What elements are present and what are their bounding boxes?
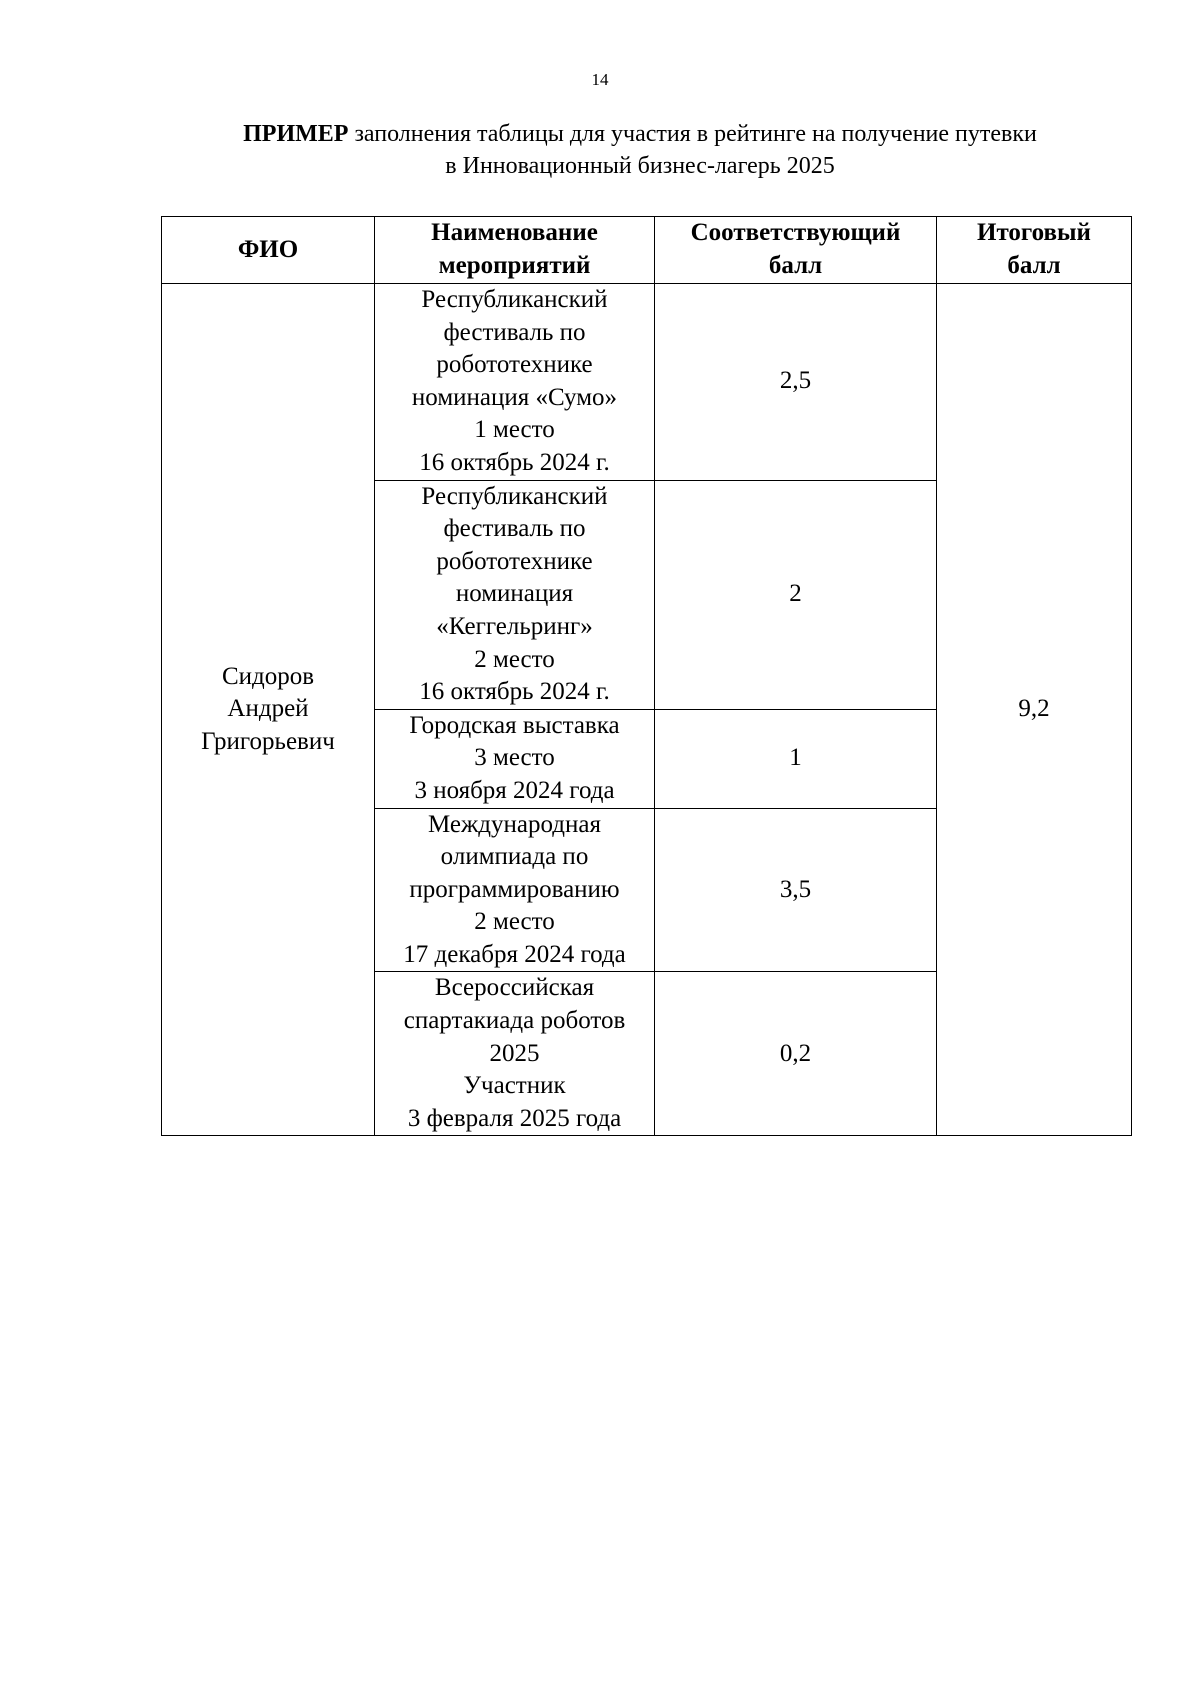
event-cell <box>375 808 655 972</box>
event-line: фестиваль по <box>443 318 586 346</box>
event-line: 3 место <box>474 744 555 772</box>
event-line: робототехнике <box>436 547 593 575</box>
header-score <box>655 217 937 284</box>
score-cell: 3,5 <box>655 808 937 972</box>
event-line: Городская выставка <box>409 711 620 739</box>
person-surname: Сидоров <box>221 662 315 690</box>
event-line: робототехнике <box>436 351 593 379</box>
event-line: 16 октябрь 2024 г. <box>419 678 610 706</box>
event-cell <box>375 284 655 481</box>
event-line: 17 декабря 2024 года <box>403 940 626 968</box>
title-line-1 <box>160 118 1120 150</box>
event-line: номинация «Сумо» <box>411 383 618 411</box>
header-total-line-1: Итоговый <box>977 219 1091 246</box>
page-number: 14 <box>591 70 609 89</box>
event-cell <box>375 709 655 808</box>
header-fio: ФИО <box>162 217 375 284</box>
header-score-line-2: балл <box>768 251 823 279</box>
event-line: 16 октябрь 2024 г. <box>419 448 610 476</box>
header-total <box>937 217 1132 284</box>
event-cell <box>375 972 655 1136</box>
event-line: 2025 <box>489 1039 540 1067</box>
header-event-line-2: мероприятий <box>438 251 591 279</box>
event-line: Международная <box>428 810 601 838</box>
table-header-row <box>162 217 1132 284</box>
title-line-1-rest: заполнения таблицы для участия в рейтинге на получение путевки <box>348 121 1037 147</box>
event-line: «Кеггельринг» <box>436 612 593 640</box>
event-line: Республиканский <box>421 482 608 510</box>
score-cell: 2,5 <box>655 284 937 481</box>
event-line: 1 место <box>474 416 555 444</box>
header-score-line-1: Соответствующий <box>690 219 901 246</box>
person-name-cell <box>162 284 375 1136</box>
table-body <box>162 284 1132 1136</box>
event-line: программированию <box>409 875 620 903</box>
event-line: Всероссийская <box>434 974 595 1002</box>
event-line: номинация <box>455 580 574 608</box>
event-line: спартакиада роботов <box>403 1007 626 1035</box>
title-line-2: в Инновационный бизнес-лагерь 2025 <box>445 153 835 179</box>
score-cell: 2 <box>655 480 937 709</box>
event-line: 3 ноября 2024 года <box>414 776 615 804</box>
person-patronymic: Григорьевич <box>201 728 335 756</box>
score-cell: 0,2 <box>655 972 937 1136</box>
header-event <box>375 217 655 284</box>
event-line: 3 февраля 2025 года <box>407 1104 622 1132</box>
event-line: Участник <box>463 1072 566 1100</box>
score-cell: 1 <box>655 709 937 808</box>
rating-table <box>161 216 1132 1136</box>
event-line: олимпиада по <box>440 843 589 871</box>
table-row <box>162 284 1132 481</box>
total-score-cell: 9,2 <box>937 284 1132 1136</box>
header-total-line-2: балл <box>1007 251 1061 279</box>
event-line: 2 место <box>474 908 555 936</box>
event-line: фестиваль по <box>443 515 586 543</box>
event-cell <box>375 480 655 709</box>
person-first-name: Андрей <box>227 695 309 723</box>
event-line: 2 место <box>474 645 555 673</box>
document-title <box>160 118 1120 182</box>
event-line: Республиканский <box>421 286 608 313</box>
title-bold-word: ПРИМЕР <box>243 121 349 147</box>
header-event-line-1: Наименование <box>431 219 598 246</box>
